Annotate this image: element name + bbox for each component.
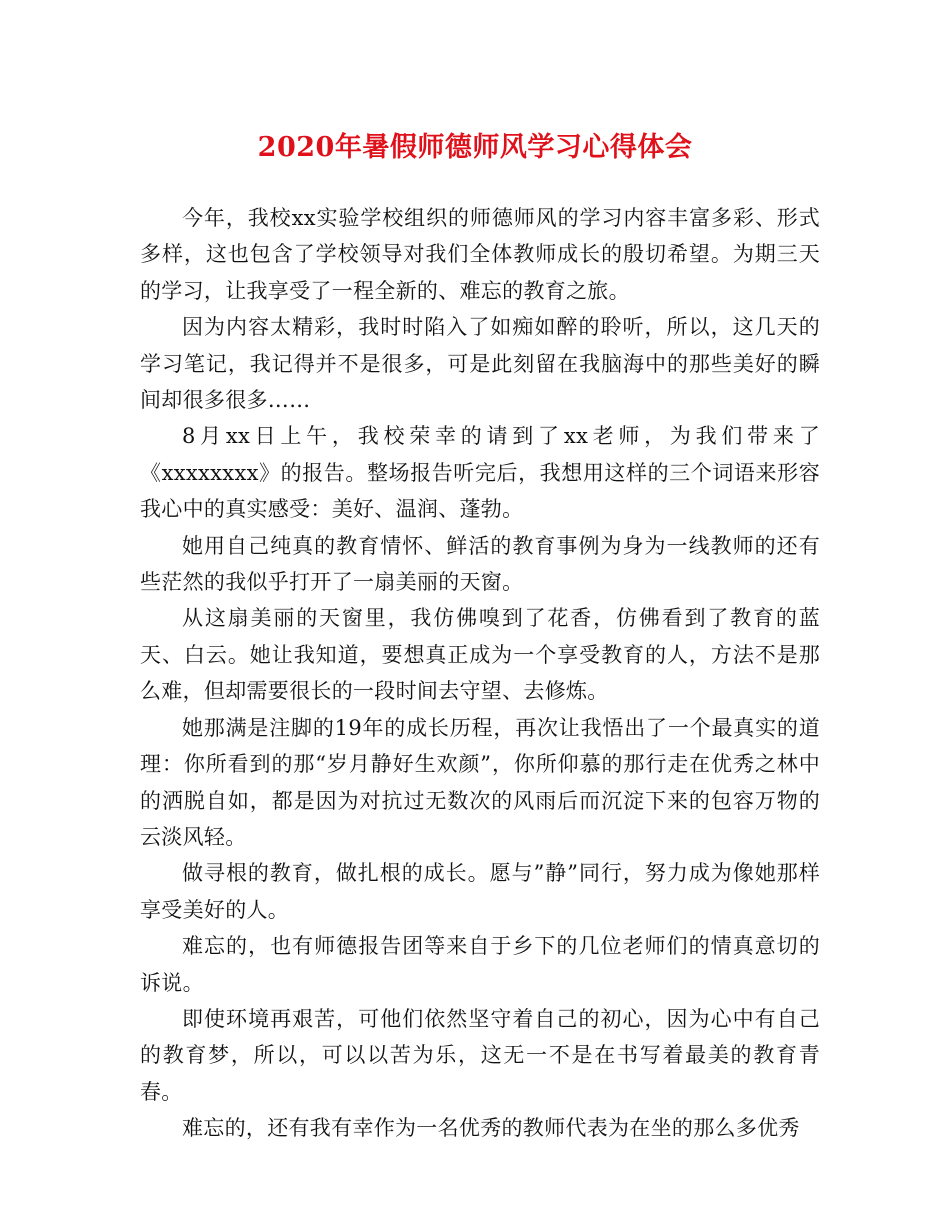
paragraph-10: 难忘的，还有我有幸作为一名优秀的教师代表为在坐的那么多优秀	[182, 1116, 800, 1141]
paragraph-1: 今年，我校xx实验学校组织的师德师风的学习内容丰富多彩、形式多样，这也包含了学校领导对我们全体教师成长的殷切希望。为期三天的学习，让我享受了一程全新的、难忘的教育之旅。	[140, 206, 820, 303]
paragraph-5: 从这扇美丽的天窗里，我仿佛嗅到了花香，仿佛看到了教育的蓝天、白云。她让我知道，要想真正成为一个享受教育的人，方法不是那么难，但却需要很长的一段时间去守望、去修炼。	[140, 606, 820, 704]
paragraph-2: 因为内容太精彩，我时时陷入了如痴如醉的聆听，所以，这几天的学习笔记，我记得并不是很多，可是此刻留在我脑海中的那些美好的瞬间却很多很多……	[140, 315, 820, 413]
paragraph-7: 做寻根的教育，做扎根的成长。愿与”静”同行，努力成为像她那样享受美好的人。	[140, 861, 820, 922]
paragraph-6: 她那满是注脚的19年的成长历程，再次让我悟出了一个最真实的道理：你所看到的那“岁月静好生欢颜”，你所仰慕的那行走在优秀之林中的洒脱自如，都是因为对抗过无数次的风雨后而沉淀下来的包容万物的云淡风轻。	[140, 715, 820, 849]
paragraph-3: 8月xx日上午，我校荣幸的请到了xx老师，为我们带来了《xxxxxxxx》的报告。整场报告听完后，我想用这样的三个词语来形容我心中的真实感受：美好、温润、蓬勃。	[140, 424, 820, 522]
document-title: 2020年暑假师德师风学习心得体会	[257, 132, 693, 163]
paragraph-8: 难忘的，也有师德报告团等来自于乡下的几位老师们的情真意切的诉说。	[140, 934, 820, 995]
paragraph-9: 即使环境再艰苦，可他们依然坚守着自己的初心，因为心中有自己的教育梦，所以，可以以苦为乐，这无一不是在书写着最美的教育青春。	[140, 1006, 820, 1104]
document-body	[140, 200, 820, 1147]
paragraph-4: 她用自己纯真的教育情怀、鲜活的教育事例为身为一线教师的还有些茫然的我似乎打开了一扇美丽的天窗。	[140, 533, 820, 595]
